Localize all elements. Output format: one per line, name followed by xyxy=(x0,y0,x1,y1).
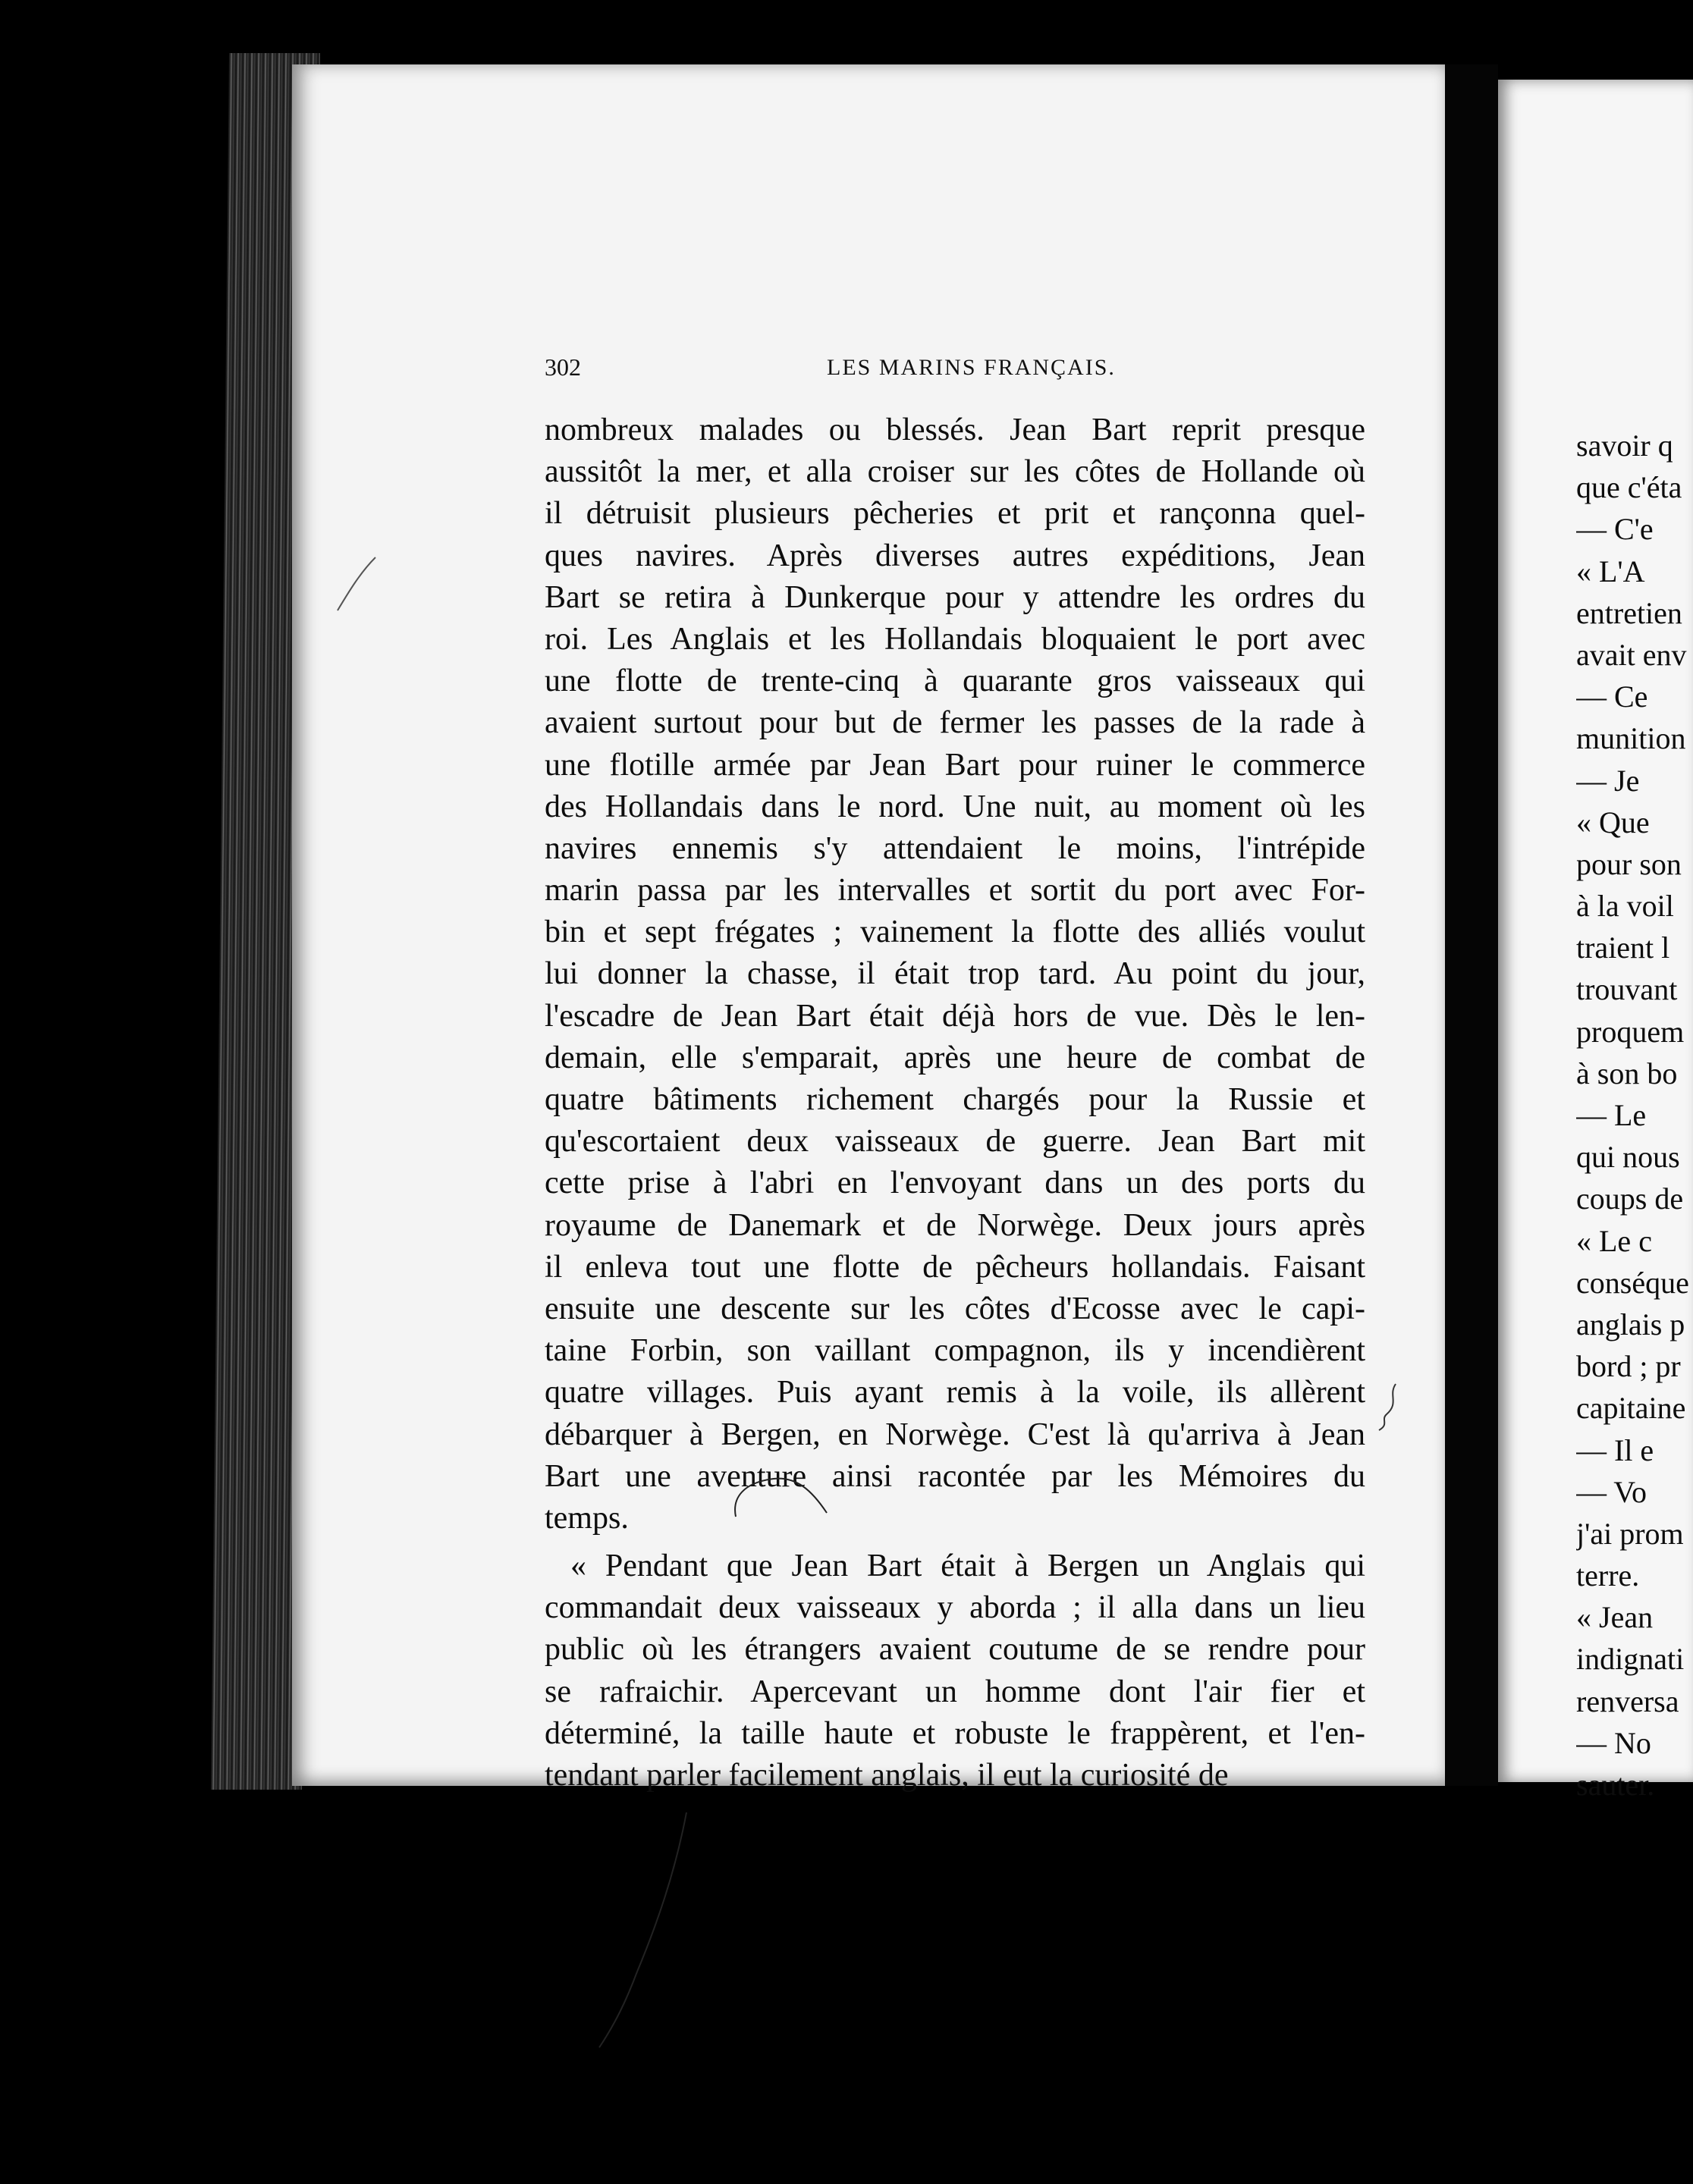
pencil-mark-margin xyxy=(334,554,379,614)
text-line: ques navires. Après diverses autres expéditions, Jean xyxy=(545,538,1365,573)
text-line: munition xyxy=(1576,721,1686,756)
text-line: il détruisit plusieurs pêcheries et prit et rançonna quel- xyxy=(545,496,1365,532)
text-line: une flotille armée par Jean Bart pour ruiner le commerce xyxy=(545,747,1365,783)
text-line: aussitôt la mer, et alla croiser sur les côtes de Hollande où xyxy=(545,454,1365,490)
text-line: indignati xyxy=(1576,1642,1685,1677)
text-line: cette prise à l'abri en l'envoyant dans un des ports du xyxy=(545,1166,1365,1201)
text-line: capitaine xyxy=(1576,1391,1686,1426)
text-line: qu'escortaient deux vaisseaux de guerre. Jean Bart mit xyxy=(545,1124,1365,1159)
text-line: anglais p xyxy=(1576,1307,1685,1341)
text-line: avait env xyxy=(1576,637,1687,672)
text-line: à la voil xyxy=(1576,889,1674,924)
text-line: taine Forbin, son vaillant compagnon, ils y incendièrent xyxy=(545,1333,1365,1369)
text-line: quatre bâtiments richement chargés pour la Russie et xyxy=(545,1082,1365,1117)
text-line: « Pendant que Jean Bart était à Bergen un Anglais qui xyxy=(570,1549,1365,1584)
text-line: marin passa par les intervalles et sortit du port avec For- xyxy=(545,873,1365,908)
text-line: sauter. xyxy=(1576,1768,1655,1802)
page-number: 302 xyxy=(545,353,581,381)
text-line: traient l xyxy=(1576,930,1670,965)
text-line: — Ce xyxy=(1576,679,1648,714)
text-line: — No xyxy=(1576,1725,1651,1760)
pencil-mark-bottom xyxy=(584,887,705,2063)
text-line: une flotte de trente-cinq à quarante gros vaisseaux qui xyxy=(545,664,1365,699)
text-line: se rafraichir. Apercevant un homme dont l'air fier et xyxy=(545,1674,1365,1709)
text-line: — Je xyxy=(1576,763,1640,798)
text-line: savoir q xyxy=(1576,428,1673,463)
text-line: des Hollandais dans le nord. Une nuit, au moment où les xyxy=(545,789,1365,824)
text-line: quatre villages. Puis ayant remis à la voile, ils allèrent xyxy=(545,1375,1365,1410)
text-line: commandait deux vaisseaux y aborda ; il alla dans un lieu xyxy=(545,1590,1365,1626)
text-line: — Le xyxy=(1576,1098,1647,1132)
text-line: conséque xyxy=(1576,1265,1689,1300)
text-line: nombreux malades ou blessés. Jean Bart reprit presque xyxy=(545,413,1365,447)
text-line: bord ; pr xyxy=(1576,1349,1681,1384)
right-page-text xyxy=(1576,425,1693,1806)
text-line: — Vo xyxy=(1576,1474,1647,1509)
text-line: déterminé, la taille haute et robuste le frappèrent, et l'en- xyxy=(545,1715,1365,1751)
text-line: trouvant xyxy=(1576,972,1678,1007)
text-line: public où les étrangers avaient coutume de se rendre pour xyxy=(545,1632,1365,1668)
text-line: renversa xyxy=(1576,1684,1679,1718)
text-line: j'ai prom xyxy=(1576,1516,1684,1551)
pencil-mark-squiggle xyxy=(1373,1380,1403,1433)
text-line: temps. xyxy=(545,1500,629,1536)
text-line: Bart se retira à Dunkerque pour y attendre les ordres du xyxy=(545,579,1365,615)
text-line: « L'A xyxy=(1576,554,1645,588)
text-line: bin et sept frégates ; vainement la flotte des alliés voulut xyxy=(545,915,1365,950)
text-line: roi. Les Anglais et les Hollandais bloquaient le port avec xyxy=(545,621,1365,657)
text-line: « Que xyxy=(1576,805,1650,839)
text-line: Bart une aventure ainsi racontée par les Mémoires du xyxy=(545,1458,1365,1494)
text-line: débarquer à Bergen, en Norwège. C'est là qu'arriva à Jean xyxy=(545,1417,1365,1452)
text-line: qui nous xyxy=(1576,1140,1680,1175)
text-line: entretien xyxy=(1576,595,1682,630)
text-line: navires ennemis s'y attendaient le moins, l'intrépide xyxy=(545,830,1365,866)
text-line: que c'éta xyxy=(1576,470,1682,505)
text-line: avaient surtout pour but de fermer les passes de la rade à xyxy=(545,705,1365,741)
text-line: demain, elle s'emparait, après une heure de combat de xyxy=(545,1040,1365,1075)
text-line: il enleva tout une flotte de pêcheurs hollandais. Faisant xyxy=(545,1249,1365,1285)
text-line: terre. xyxy=(1576,1558,1640,1593)
text-line: lui donner la chasse, il était trop tard. Au point du jour, xyxy=(545,956,1365,992)
text-line: pour son xyxy=(1576,846,1682,881)
pencil-mark-underline xyxy=(728,1467,842,1520)
text-line: l'escadre de Jean Bart était déjà hors de vue. Dès le len- xyxy=(545,998,1365,1034)
running-head: LES MARINS FRANÇAIS. xyxy=(827,355,1116,380)
text-line: tendant parler facilement anglais, il eut la curiosité de xyxy=(545,1758,1229,1793)
text-line: à son bo xyxy=(1576,1056,1678,1090)
book-gutter xyxy=(1445,64,1498,1786)
text-line: proquem xyxy=(1576,1014,1685,1049)
text-line: coups de xyxy=(1576,1181,1684,1216)
text-line: ensuite une descente sur les côtes d'Ecosse avec le capi- xyxy=(545,1291,1365,1326)
text-line: « Le c xyxy=(1576,1223,1652,1258)
text-line: — Il e xyxy=(1576,1432,1654,1467)
text-line: « Jean xyxy=(1576,1600,1654,1635)
text-line: royaume de Danemark et de Norwège. Deux jours après xyxy=(545,1207,1365,1243)
text-line: — C'e xyxy=(1576,512,1654,547)
